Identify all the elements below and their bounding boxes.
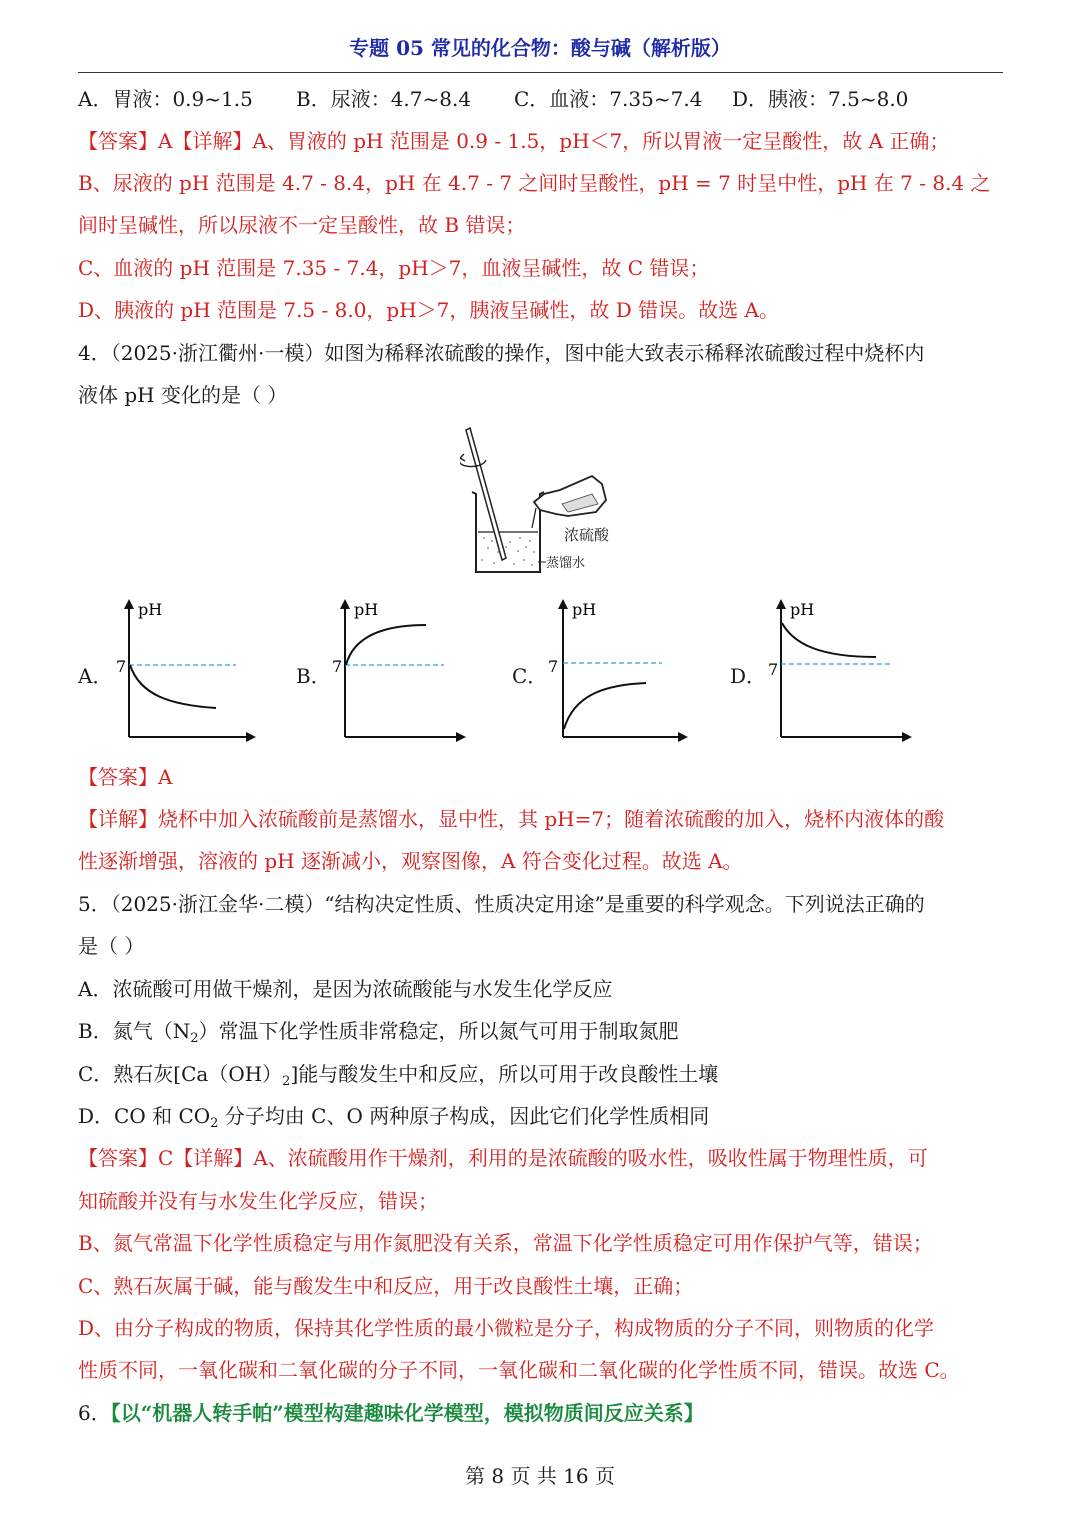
q5-stem-line: 5．（2025·浙江金华·二模）“结构决定性质、性质决定用途”是重要的科学观念。下列说法正确的 bbox=[78, 892, 925, 916]
dilution-diagram-svg bbox=[460, 420, 620, 580]
graph-d-ylabel: pH bbox=[790, 600, 815, 619]
q5-option-d-text-rest: 分子均由 C、O 两种原子构成，因此它们化学性质相同 bbox=[218, 1104, 710, 1128]
q4-stem-line: 4．（2025·浙江衢州·一模）如图为稀释浓硫酸的操作，图中能大致表示稀释浓硫酸过程中烧杯内 bbox=[78, 341, 925, 365]
q5-answer-line: D、由分子构成的物质，保持其化学性质的最小微粒是分子，构成物质的分子不同，则物质的化学 bbox=[78, 1316, 935, 1340]
graph-c-x-arrow bbox=[678, 732, 688, 742]
graph-option-b bbox=[316, 595, 516, 745]
q5-option-d bbox=[78, 1101, 1008, 1139]
graph-b-curve bbox=[346, 625, 426, 665]
q5-option-b-subscript: 2 bbox=[190, 1031, 199, 1046]
q5-option-c-text-rest: ]能与酸发生中和反应，所以可用于改良酸性土壤 bbox=[290, 1062, 719, 1086]
graph-b-x-arrow bbox=[456, 732, 466, 742]
graph-c-ylabel: pH bbox=[572, 600, 597, 619]
q3-option-c: C．血液：7.35~7.4 bbox=[514, 87, 703, 111]
q6-line bbox=[78, 1398, 1008, 1428]
graph-a-seven: 7 bbox=[116, 657, 127, 676]
q5-option-b-text: B．氮气（N bbox=[78, 1019, 191, 1043]
q4-answer: 【答案】A bbox=[78, 765, 173, 789]
dilution-diagram bbox=[460, 420, 620, 580]
q3-answer-line: C、血液的 pH 范围是 7.35 - 7.4，pH＞7，血液呈碱性，故 C 错误； bbox=[78, 256, 710, 280]
q3-option-d: D．胰液：7.5~8.0 bbox=[732, 87, 909, 111]
q5-answer-line: B、氮气常温下化学性质稳定与用作氮肥没有关系，常温下化学性质稳定可用作保护气等，错误； bbox=[78, 1231, 933, 1255]
graph-d-seven: 7 bbox=[768, 660, 779, 679]
q6-title: 【以“机器人转手帕”模型构建趣味化学模型，模拟物质间反应关系】 bbox=[110, 1401, 704, 1425]
graph-b-y-arrow bbox=[340, 599, 350, 609]
q5-option-c-text: C．熟石灰[Ca（OH） bbox=[78, 1062, 283, 1086]
q5-option-c-subscript: 2 bbox=[282, 1074, 291, 1089]
q5-stem-line: 是（ ） bbox=[78, 934, 145, 958]
graph-c-seven: 7 bbox=[548, 657, 559, 676]
q3-option-a: A．胃液：0.9~1.5 bbox=[78, 87, 253, 111]
q4-explain-line: 【详解】烧杯中加入浓硫酸前是蒸馏水，显中性，其 pH=7；随着浓硫酸的加入，烧杯内液体的酸 bbox=[78, 807, 945, 831]
q3-answer-line: D、胰液的 pH 范围是 7.5 - 8.0，pH＞7，胰液呈碱性，故 D 错误。故选 A。 bbox=[78, 298, 779, 322]
q5-answer-line: 性质不同，一氧化碳和二氧化碳的分子不同，一氧化碳和二氧化碳的化学性质不同，错误。故选 C。 bbox=[78, 1358, 960, 1382]
graph-option-c-label: C． bbox=[512, 664, 548, 688]
rotation-arrow bbox=[460, 458, 486, 467]
graph-option-d-label: D． bbox=[730, 664, 767, 688]
q5-option-a: A．浓硫酸可用做干燥剂，是因为浓硫酸能与水发生化学反应 bbox=[78, 977, 613, 1001]
page-header-title: 专题 05 常见的化合物：酸与碱（解析版） bbox=[349, 36, 731, 60]
q5-option-b-text-rest: ）常温下化学性质非常稳定，所以氮气可用于制取氮肥 bbox=[198, 1019, 679, 1043]
q5-option-d-text: D．CO 和 CO bbox=[78, 1104, 211, 1128]
header-divider bbox=[78, 72, 1003, 73]
q3-answer-line: B、尿液的 pH 范围是 4.7 - 8.4，pH 在 4.7 - 7 之间时呈酸性，pH = 7 时呈中性，pH 在 7 - 8.4 之 bbox=[78, 171, 991, 195]
graph-d-y-arrow bbox=[776, 599, 786, 609]
q4-stem-line: 液体 pH 变化的是（ ） bbox=[78, 383, 288, 407]
graph-c-curve bbox=[564, 683, 646, 729]
graph-a-curve bbox=[130, 665, 216, 708]
graph-option-d bbox=[752, 595, 952, 745]
water-label: 蒸馏水 bbox=[546, 556, 586, 571]
q5-answer-line: 【答案】C【详解】A、浓硫酸用作干燥剂，利用的是浓硫酸的吸水性，吸收性属于物理性质，可 bbox=[78, 1146, 928, 1170]
q3-option-b: B．尿液：4.7~8.4 bbox=[296, 87, 472, 111]
q5-option-c bbox=[78, 1059, 1008, 1097]
water-dots bbox=[481, 536, 535, 566]
acid-stream bbox=[532, 508, 536, 528]
rotation-arrowhead bbox=[460, 454, 465, 461]
q3-answer-line: 【答案】A【详解】A、胃液的 pH 范围是 0.9 - 1.5，pH＜7，所以胃液一定呈酸性，故 A 正确； bbox=[78, 129, 950, 153]
graph-a-x-arrow bbox=[246, 732, 256, 742]
graph-option-a-label: A． bbox=[78, 664, 113, 688]
graph-c-y-arrow bbox=[558, 599, 568, 609]
q5-option-d-subscript: 2 bbox=[210, 1116, 219, 1131]
graph-a-svg bbox=[100, 595, 300, 745]
q6-number: 6． bbox=[78, 1401, 111, 1425]
graph-option-b-label: B． bbox=[296, 664, 331, 688]
q5-answer-line: 知硫酸并没有与水发生化学反应，错误； bbox=[78, 1189, 438, 1213]
acid-label: 浓硫酸 bbox=[564, 526, 610, 544]
graph-b-svg bbox=[316, 595, 516, 745]
graph-d-x-arrow bbox=[902, 732, 912, 742]
glass-rod bbox=[466, 428, 506, 560]
graph-option-c bbox=[534, 595, 734, 745]
graph-d-curve bbox=[782, 623, 876, 657]
q5-option-b bbox=[78, 1016, 1008, 1054]
graph-a-ylabel: pH bbox=[138, 600, 163, 619]
q5-answer-line: C、熟石灰属于碱，能与酸发生中和反应，用于改良酸性土壤，正确； bbox=[78, 1274, 694, 1298]
page-footer: 第 8 页 共 16 页 bbox=[465, 1464, 615, 1488]
graph-b-seven: 7 bbox=[332, 657, 343, 676]
graph-c-svg bbox=[534, 595, 734, 745]
q4-explain-line: 性逐渐增强，溶液的 pH 逐渐减小，观察图像，A 符合变化过程。故选 A。 bbox=[78, 849, 743, 873]
graph-d-svg bbox=[752, 595, 952, 745]
graph-b-ylabel: pH bbox=[354, 600, 379, 619]
q3-options bbox=[78, 84, 1008, 114]
q3-answer-line: 间时呈碱性，所以尿液不一定呈酸性，故 B 错误； bbox=[78, 213, 526, 237]
graph-option-a bbox=[100, 595, 300, 745]
graph-a-y-arrow bbox=[124, 599, 134, 609]
